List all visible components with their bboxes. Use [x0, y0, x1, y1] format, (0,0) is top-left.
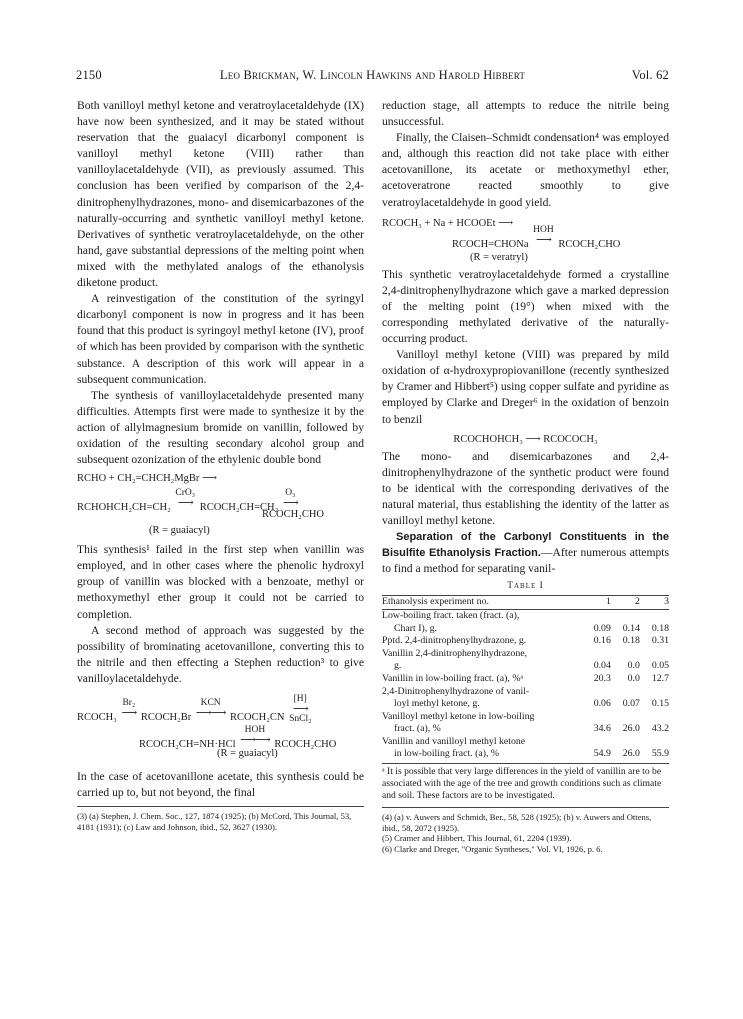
table-row	[382, 736, 669, 749]
reaction-arrow: HOH ⟶	[533, 224, 554, 246]
table-cell: 0.16	[593, 635, 611, 647]
table-cell: 0.0	[627, 672, 640, 684]
table-row-label: loyl methyl ketone, g.	[394, 698, 480, 710]
reaction-scheme-2	[77, 689, 364, 767]
eq-text: RCOCH₂CHO	[274, 739, 337, 750]
left-column	[77, 98, 364, 832]
eq-text: RCOCH₃	[77, 712, 117, 723]
arrow-reagent: KCN	[200, 698, 221, 708]
eq-text: RCOCH₂CN	[230, 712, 285, 723]
arrow-reagent: O₃	[285, 488, 296, 499]
table-cell: 0.04	[593, 660, 611, 672]
table-row	[382, 596, 669, 610]
reaction-arrow: KCN ⟶⟶	[195, 698, 226, 719]
table-cell: 54.9	[593, 748, 611, 760]
volume-label: Vol. 62	[631, 68, 669, 82]
table-cell	[640, 711, 669, 724]
table-footnote: ᵃ It is possible that very large differences in the yield of vanillin are to be associated with the age of the tree and growth conditions such as climate and soil. These factors are to be investigated.	[382, 766, 662, 802]
paragraph: Both vanilloyl methyl ketone and veratroylacetaldehyde (IX) have now been synthesized, and it may be stated without reservation that the guaiacyl dicarbonyl component is vanilloyl methyl ketone (VIII) rather than vanilloylacetaldehyde (VII), as previously assumed. This conclusion has been verified by comparison of the 2,4-dinitrophenylhydrazones, mono- and disemicarbazones of the naturally-occurring and synthetic vanilloyl methyl ketone. Derivatives of synthetic veratroylacetaldehyde, on the other hand, gave substantial depressions of the melting point when mixed with the methylated analogs of the ethanolysis diketone product.	[77, 99, 364, 290]
table-cell: 0.14	[622, 622, 640, 634]
table-row-label: Low-boiling fract. taken (fract. (a),	[382, 609, 520, 621]
table-cell: 20.3	[593, 672, 611, 684]
table-cell	[640, 648, 669, 661]
eq-text: RCOCH₂Br	[140, 712, 192, 723]
eq-text: RCOCH₂CH=NH·HCl	[139, 739, 236, 750]
paragraph: The mono- and disemicarbazones and 2,4-dinitrophenylhydrazone of the synthetic product were found to be identical with the corresponding derivatives of the natural material, thus establishing the identity of the latter as vanilloyl methyl ketone.	[382, 449, 669, 527]
reaction-arrow: [H] ⟶ SnCl₂	[289, 694, 312, 724]
reaction-scheme-3	[382, 213, 669, 265]
table-cell: 34.6	[593, 723, 611, 735]
eq-line	[77, 693, 313, 724]
paragraph: This synthesis¹ failed in the first step when vanillin was employed, and in other cases where the phenolic hydroxyl group of vanillin was blocked with a benzoate, methyl or methoxymethyl ether group it could not be carried to completion.	[77, 543, 364, 621]
eq-text: RCHOHCH₂CH=CH₂	[77, 502, 171, 514]
table-cell: 0.15	[651, 698, 669, 710]
eq-text: RCOCH₂CH=CH₂	[199, 502, 279, 514]
paragraph: This synthetic veratroylacetaldehyde formed a crystalline 2,4-dinitrophenylhydrazone which gave a marked depression of the melting point (19°) when mixed with the corresponding methylated derivative of the naturally-occurring product.	[382, 267, 669, 346]
table-cell: 55.9	[651, 748, 669, 760]
table-cell: 26.0	[622, 748, 640, 760]
footnote: (4) (a) v. Auwers and Schmidt, Ber., 58, 528 (1925); (b) v. Auwers and Ottens, ibid., 58, 2072 (1925).	[382, 812, 652, 833]
table-cell: 0.31	[651, 635, 669, 647]
arrow-reagent: HOH	[244, 725, 266, 735]
table-cell: 43.2	[651, 723, 669, 735]
table-cell: 1	[605, 596, 611, 608]
reaction-scheme-4: RCOCHOHCH₃ ⟶ RCOCOCH₃	[453, 433, 598, 445]
eq-note: (R = guaiacyl)	[149, 525, 210, 537]
table-row-label: 2,4-Dinitrophenylhydrazone of vanil-	[382, 685, 530, 697]
data-table	[382, 595, 669, 761]
table-cell: 2	[635, 596, 640, 608]
table-row	[382, 660, 669, 673]
paragraph: A reinvestigation of the constitution of the syringyl dicarbonyl component is now in progress and it has been found that this product is syringoyl methyl ketone (IV), proof of which has been provided by comparison with the synthetic substance. A description of this work will appear in a subsequent communication.	[77, 292, 364, 386]
footnote: (5) Cramer and Hibbert, This Journal, 61, 2204 (1939).	[382, 833, 572, 844]
right-column	[382, 98, 669, 854]
arrow-catalyst: SnCl₂	[289, 714, 312, 724]
table-cell	[611, 609, 640, 622]
paragraph: reduction stage, all attempts to reduce the nitrile being unsuccessful.	[382, 99, 669, 129]
table-cell: 0.18	[651, 622, 669, 634]
paragraph: The synthesis of vanilloylacetaldehyde presented many difficulties. Attempts first were made to synthesize it by the action of allylmagnesium bromide on vanillin, followed by oxidation of the resulting secondary alcohol group and subsequent ozonization of the ethylenic double bond	[77, 388, 364, 467]
table-title: Table I	[507, 581, 544, 592]
table-row-label: Chart I), g.	[394, 622, 437, 634]
table-cell: 0.09	[593, 622, 611, 634]
page-header	[76, 68, 669, 84]
table-row-label: Vanillin and vanilloyl methyl ketone	[382, 735, 526, 747]
table-row	[382, 698, 669, 711]
arrow-reagent: [H]	[293, 694, 307, 704]
table-row	[382, 635, 669, 648]
table-cell	[582, 648, 611, 661]
reaction-arrow: CrO₃ ⟶	[175, 488, 196, 510]
table-cell	[640, 736, 669, 749]
table-cell: 0.07	[622, 698, 640, 710]
table-row-label: Vanilloyl methyl ketone in low-boiling	[382, 710, 535, 722]
arrow-reagent: CrO₃	[175, 488, 196, 499]
paragraph: Vanilloyl methyl ketone (VIII) was prepared by mild oxidation of α-hydroxypropiovanillone (recently synthesized by Cramer and Hibbert⁵) using copper sulfate and pyridine as employed by Clarke and Dreger⁶ in the oxidation of benzoin to benzil	[382, 348, 669, 426]
table-cell	[611, 648, 640, 661]
table-cell	[611, 736, 640, 749]
reaction-arrow: HOH ⟶⟶	[240, 725, 270, 746]
table-row	[382, 686, 669, 699]
table-row-label: fract. (a), %	[394, 723, 441, 735]
footnote: (6) Clarke and Dreger, "Organic Syntheses," Vol. VI, 1926, p. 6.	[382, 843, 603, 854]
eq-line: RCOCH₂CHO	[262, 509, 325, 521]
table-cell	[582, 686, 611, 699]
footnote-rule	[77, 806, 364, 807]
arrow-reagent: HOH	[533, 224, 554, 235]
table-row	[382, 723, 669, 736]
table-cell	[640, 686, 669, 699]
paragraph: A second method of approach was suggested by the possibility of brominating acetovanillone, converting this to the nitrile and then effecting a Stephen reduction³ to give vanilloylacetaldehyde.	[77, 623, 364, 685]
table-cell: 0.18	[622, 635, 640, 647]
reaction-scheme-1	[77, 470, 364, 540]
table-row-label: Vanillin in low-boiling fract. (a), %ᵃ	[382, 672, 524, 684]
arrow-reagent: Br₂	[122, 698, 136, 708]
eq-line: RCHO + CH₂=CHCH₂MgBr ⟶	[77, 473, 218, 485]
table-row	[382, 648, 669, 661]
paragraph: Finally, the Claisen–Schmidt condensation⁴ was employed and, although this reaction did not take place with either acetovanillone, its acetate or methoxymethyl ether, acetoveratrone reacted smoothly to give veratroylacetaldehyde in good yield.	[382, 131, 669, 209]
page-number: 2150	[76, 68, 102, 82]
table-cell	[611, 686, 640, 699]
table-cell: 3	[664, 596, 669, 608]
table-row	[382, 711, 669, 724]
eq-note: (R = guaiacyl)	[217, 748, 278, 759]
footnote-rule	[382, 807, 669, 808]
table-row	[382, 623, 669, 636]
table-row-label: g.	[394, 660, 402, 672]
table-cell	[611, 711, 640, 724]
table-cell: 0.0	[627, 660, 640, 672]
table-row-label: Ethanolysis experiment no.	[382, 596, 489, 608]
table-cell: 0.05	[651, 660, 669, 672]
table-row-label: Pptd. 2,4-dinitrophenylhydrazone, g.	[382, 635, 527, 647]
table-cell	[582, 736, 611, 749]
table-cell: 12.7	[651, 672, 669, 684]
table-rule	[382, 763, 669, 764]
table-cell	[582, 609, 611, 622]
table-cell: 0.06	[593, 698, 611, 710]
paragraph: In the case of acetovanillone acetate, this synthesis could be carried up to, but not beyond, the final	[77, 770, 364, 800]
eq-text: RCOCH₂CHO	[558, 238, 621, 250]
eq-line	[452, 224, 621, 251]
eq-note: (R = veratryl)	[470, 251, 528, 263]
section-paragraph	[382, 529, 669, 577]
table-row	[382, 748, 669, 761]
table-cell: 26.0	[622, 723, 640, 735]
table-cell	[582, 711, 611, 724]
table-row	[382, 673, 669, 686]
eq-text: RCOCH=CHONa	[452, 238, 529, 250]
reaction-arrow: Br₂ ⟶	[121, 698, 137, 719]
eq-line: RCOCH₃ + Na + HCOOEt ⟶	[382, 217, 514, 229]
section-heading: Separation of the Carbonyl Constituents in the Bisulfite Ethanolysis Fraction.	[382, 531, 669, 560]
reaction-arrow: O₃ ⟶	[282, 488, 298, 510]
table-row-label: in low-boiling fract. (a), %	[394, 748, 500, 760]
table-cell	[640, 609, 669, 622]
paragraph-text: —After numerous attempts to find a method for separating vanil-	[382, 546, 669, 576]
running-head-authors: Leo Brickman, W. Lincoln Hawkins and Harold Hibbert	[219, 68, 526, 82]
footnote: (3) (a) Stephen, J. Chem. Soc., 127, 1874 (1925); (b) McCord, This Journal, 53, 4181 (1931); (c) Law and Johnson, ibid., 52, 3627 (1930).	[77, 811, 352, 832]
table-row	[382, 609, 669, 622]
table-row-label: Vanillin 2,4-dinitrophenylhydrazone,	[382, 647, 528, 659]
